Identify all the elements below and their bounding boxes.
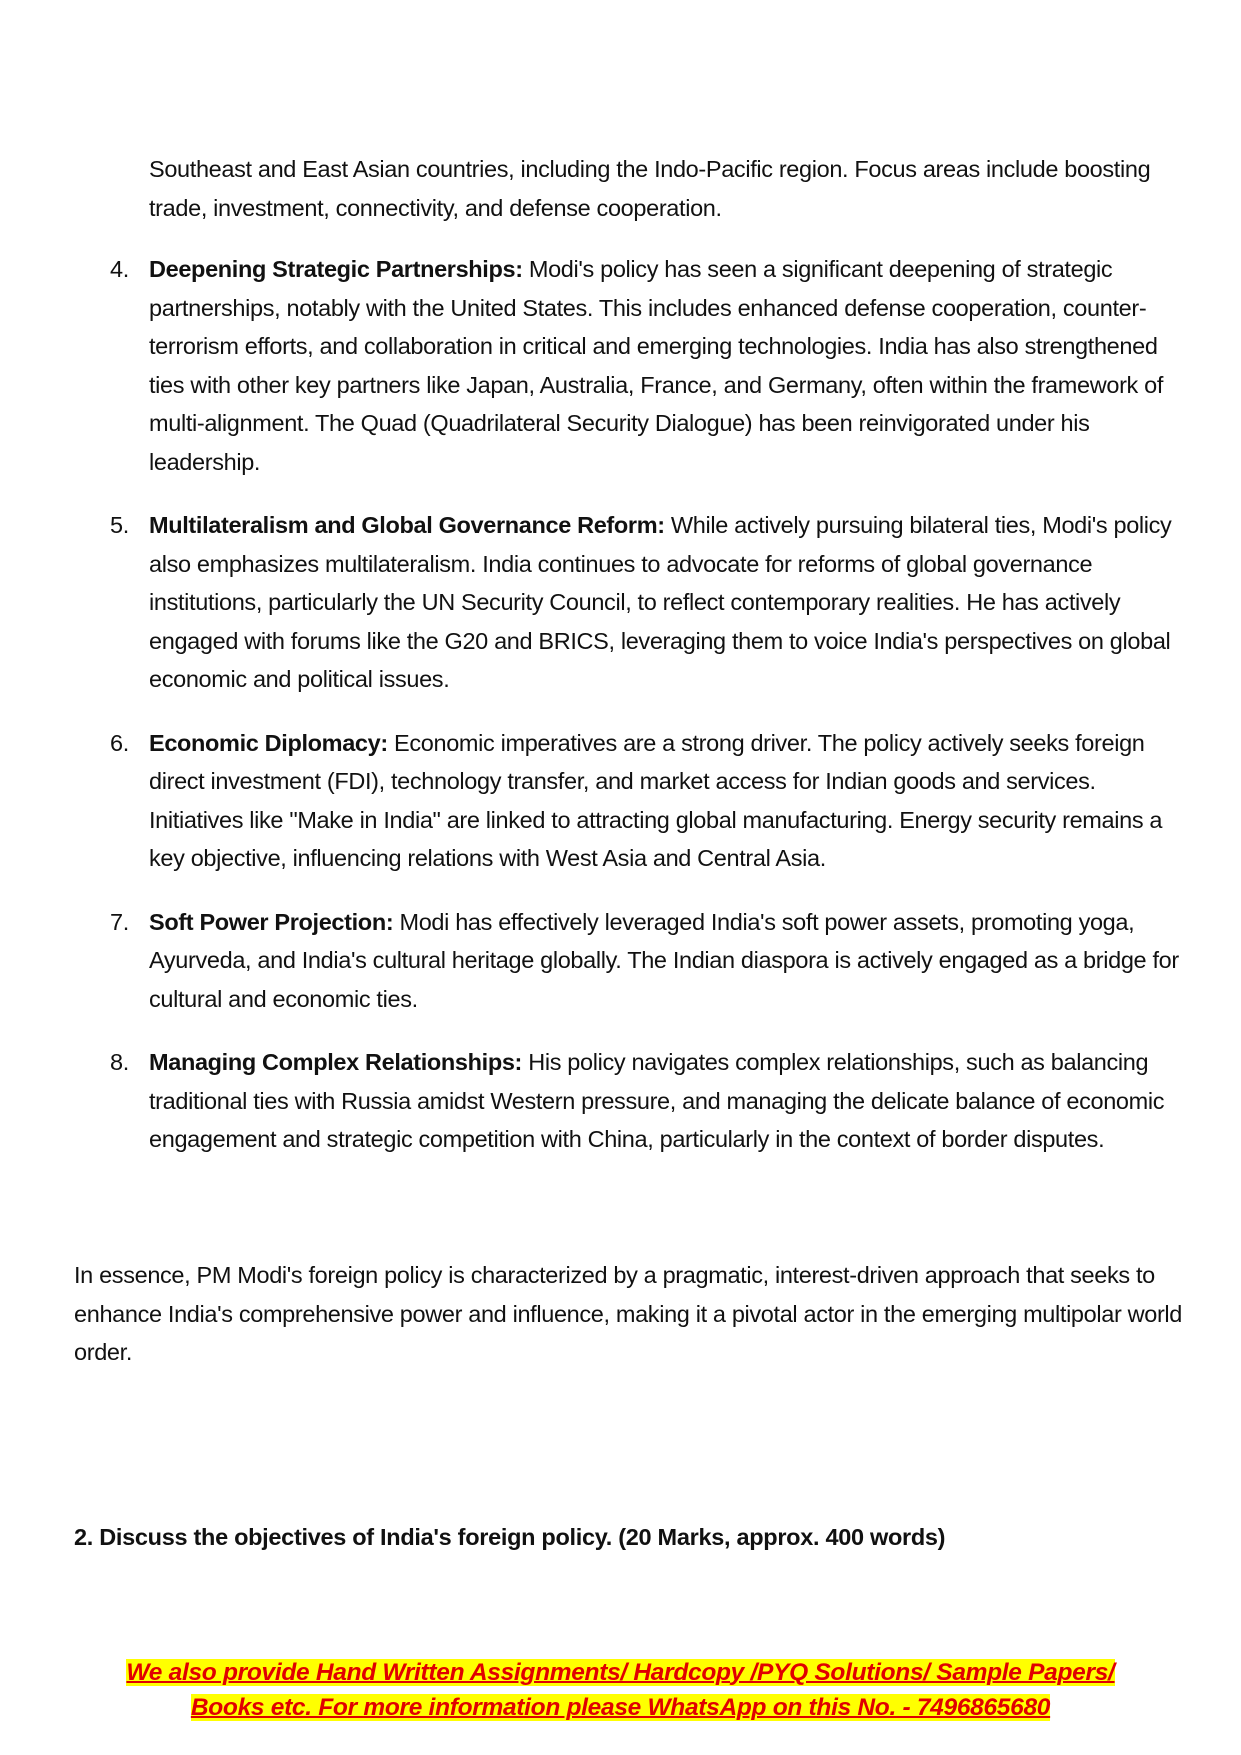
item-body: While actively pursuing bilateral ties, Modi's policy also emphasizes multilateralism. India continues to advocate for reforms of global governance institutions, particularly the UN Security Council, to reflect contemporary realities. He has actively engaged with forums like the G20 and BRICS, leveraging them to voice India's perspectives on global economic and political issues.: [149, 512, 1172, 692]
list-item: [0, 1043, 1189, 1159]
objectives-list: [0, 250, 1200, 1184]
item-heading: Soft Power Projection:: [149, 908, 394, 935]
conclusion-paragraph: In essence, PM Modi's foreign policy is characterized by a pragmatic, interest-driven approach that seeks to enhance India's comprehensive power and influence, making it a pivotal actor in the emerging multipolar world order.: [74, 1262, 1183, 1365]
item-heading: Deepening Strategic Partnerships:: [149, 256, 523, 282]
list-item: [0, 250, 1189, 481]
item-number: 7.: [110, 908, 129, 935]
item-body: Modi has effectively leveraged India's soft power assets, promoting yoga, Ayurveda, and India's cultural heritage globally. The Indian diaspora is actively engaged as a bridge for cultural and economic ties.: [149, 908, 1179, 1012]
item-body: His policy navigates complex relationships, such as balancing traditional ties with Russia amidst Western pressure, and managing the delicate balance of economic engagement and strategic competition with China, particularly in the context of border disputes.: [149, 1049, 1165, 1152]
item-number: 4.: [110, 256, 129, 282]
promo-line-1: We also provide Hand Written Assignments/ Hardcopy /PYQ Solutions/ Sample Papers/: [126, 1659, 1115, 1686]
item-heading: Economic Diplomacy:: [149, 729, 388, 756]
continuation-paragraph: Southeast and East Asian countries, including the Indo-Pacific region. Focus areas include boosting trade, investment, connectivity, and defense cooperation.: [149, 156, 1151, 221]
list-item: [0, 724, 1189, 878]
item-body: Modi's policy has seen a significant deepening of strategic partnerships, notably with the United States. This includes enhanced defense cooperation, counter-terrorism efforts, and collaboration in critical and emerging technologies. India has also strengthened ties with other key partners like Japan, Australia, France, and Germany, often within the framework of multi-alignment. The Quad (Quadrilateral Security Dialogue) has been reinvigorated under his leadership.: [149, 256, 1164, 475]
promo-banner: [0, 1655, 1241, 1725]
question-heading: 2. Discuss the objectives of India's foreign policy. (20 Marks, approx. 400 words): [74, 1524, 946, 1550]
promo-line-2: Books etc. For more information please WhatsApp on this No. - 7496865680: [190, 1694, 1051, 1721]
item-number: 8.: [110, 1049, 129, 1075]
item-heading: Multilateralism and Global Governance Reform:: [149, 512, 665, 538]
item-heading: Managing Complex Relationships:: [149, 1049, 523, 1075]
item-number: 5.: [110, 512, 129, 538]
item-body: Economic imperatives are a strong driver. The policy actively seeks foreign direct investment (FDI), technology transfer, and market access for Indian goods and services. Initiatives like "Make in India" are linked to attracting global manufacturing. Energy security remains a key objective, influencing relations with West Asia and Central Asia.: [149, 729, 1163, 871]
item-number: 6.: [110, 729, 129, 756]
list-item: [0, 506, 1189, 699]
list-item: [0, 903, 1189, 1019]
